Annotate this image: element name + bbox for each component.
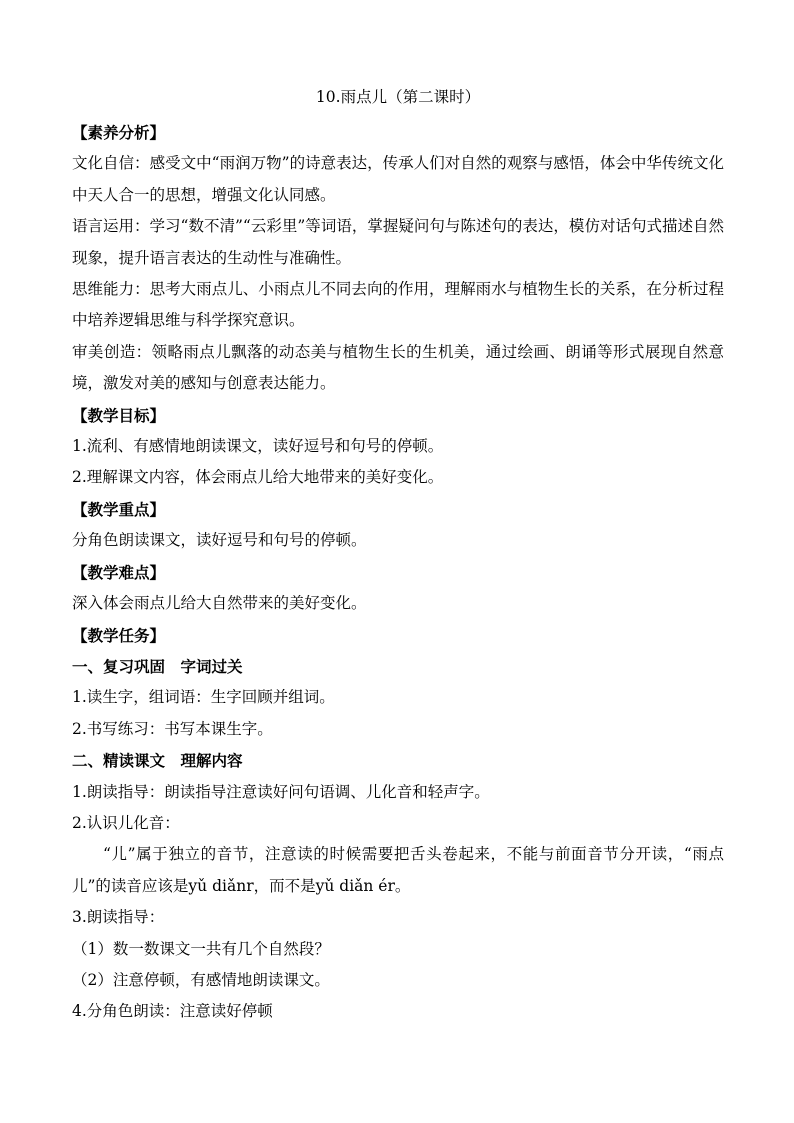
key-text: 分角色朗读课文，读好逗号和句号的停顿。 [72, 531, 367, 550]
document-title: 10.雨点儿（第二课时） [315, 88, 481, 106]
tasks-heading: 【教学任务】 [72, 625, 166, 645]
literacy-aesthetic: 审美创造：领略雨点儿飘落的动态美与植物生长的生机美，通过绘画、朗诵等形式展现自然意境，激发对美的感知与创意表达能力。 [72, 342, 724, 393]
goals-heading: 【教学目标】 [72, 405, 166, 425]
part2-item-reading-guide: 1.朗读指导：朗读指导注意读好问句语调、儿化音和轻声字。 [72, 782, 490, 801]
goal-item: 1.流利、有感情地朗读课文，读好逗号和句号的停顿。 [72, 437, 444, 456]
part2-sub-item: （2）注意停顿，有感情地朗读课文。 [72, 970, 330, 989]
part2-item-role-reading: 4.分角色朗读：注意读好停顿 [72, 1002, 273, 1021]
document-page [72, 86, 724, 1028]
key-heading: 【教学重点】 [72, 499, 166, 519]
part1-heading: 一、复习巩固 字词过关 [72, 656, 243, 676]
part2-item-erhua: 2.认识儿化音： [72, 813, 180, 832]
part2-item-reading-guide-2: 3.朗读指导： [72, 908, 165, 927]
part2-heading: 二、精读课文 理解内容 [72, 751, 243, 771]
literacy-heading: 【素养分析】 [72, 123, 166, 142]
literacy-thinking: 思维能力：思考大雨点儿、小雨点儿不同去向的作用，理解雨水与植物生长的关系，在分析过程中培养逻辑思维与科学探究意识。 [72, 280, 724, 330]
difficulty-heading: 【教学难点】 [72, 562, 166, 582]
difficulty-text: 深入体会雨点儿给大自然带来的美好变化。 [72, 594, 367, 613]
literacy-culture: 文化自信：感受文中“雨润万物”的诗意表达，传承人们对自然的观察与感悟，体会中华传统文化中天人合一的思想，增强文化认同感。 [72, 154, 724, 204]
part1-item: 2.书写练习：书写本课生字。 [72, 719, 273, 738]
part2-sub-item: （1）数一数课文一共有几个自然段？ [72, 939, 330, 958]
goal-item: 2.理解课文内容，体会雨点儿给大地带来的美好变化。 [72, 468, 444, 487]
part1-item: 1.读生字，组词语：生字回顾并组词。 [72, 688, 335, 707]
literacy-language: 语言运用：学习“数不清”“云彩里”等词语，掌握疑问句与陈述句的表达，模仿对话句式描述自然现象，提升语言表达的生动性与准确性。 [72, 217, 724, 267]
part2-erhua-explanation: “儿”属于独立的音节，注意读的时候需要把舌头卷起来，不能与前面音节分开读，“雨点儿”的读音应该是yǔ diǎnr，而不是yǔ diǎn ér。 [72, 845, 724, 895]
